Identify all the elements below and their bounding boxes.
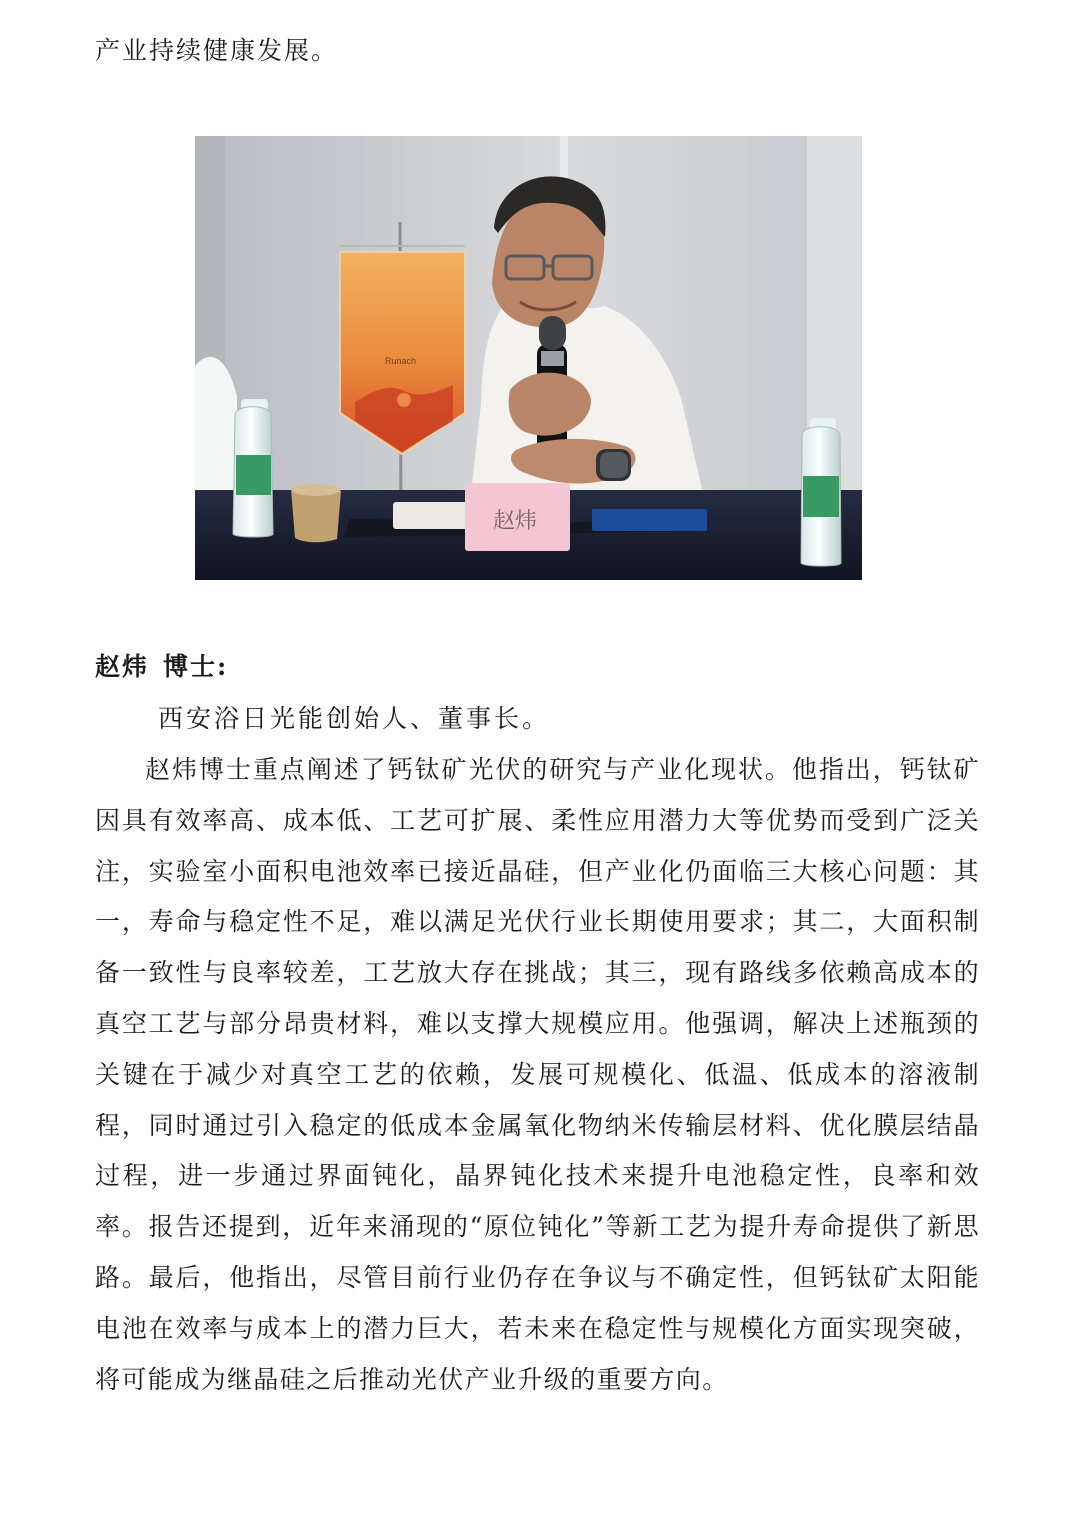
speaker-summary: 赵炜博士重点阐述了钙钛矿光伏的研究与产业化现状。他指出，钙钛矿因具有效率高、成本低、工艺可扩展、柔性应用潜力大等优势而受到广泛关注，实验室小面积电池效率已接近晶硅，但产业化仍面临三大核心问题：其一，寿命与稳定性不足，难以满足光伏行业长期使用要求；其二，大面积制备一致性与良率较差，工艺放大存在挑战；其三，现有路线多依赖高成本的真空工艺与部分昂贵材料，难以支撑大规模应用。他强调，解决上述瓶颈的关键在于减少对真空工艺的依赖，发展可规模化、低温、低成本的溶液制程，同时通过引入稳定的低成本金属氧化物纳米传输层材料、优化膜层结晶过程，进一步通过界面钝化，晶界钝化技术来提升电池稳定性，良率和效率。报告还提到，近年来涌现的“原位钝化”等新工艺为提升寿命提供了新思路。最后，他指出，尽管目前行业仍存在争议与不确定性，但钙钛矿太阳能电池在效率与成本上的潜力巨大，若未来在稳定性与规模化方面实现突破，将可能成为继晶硅之后推动光伏产业升级的重要方向。 <box>95 755 980 1394</box>
left-water-bottle <box>233 399 273 537</box>
svg-text:Runach: Runach <box>385 356 417 366</box>
speaker-name: 赵炜 <box>95 652 150 681</box>
previous-paragraph-ending: 产业持续健康发展。 <box>95 36 339 65</box>
right-water-bottle <box>801 418 841 566</box>
speaker-affiliation: 西安浴日光能创始人、董事长。 <box>158 704 551 733</box>
speaker-heading <box>95 647 228 687</box>
speaker-photo-illustration <box>195 136 862 580</box>
svg-text:赵炜: 赵炜 <box>493 509 538 534</box>
speaker-photo <box>195 136 862 580</box>
speaker-title: 博士: <box>163 652 229 681</box>
